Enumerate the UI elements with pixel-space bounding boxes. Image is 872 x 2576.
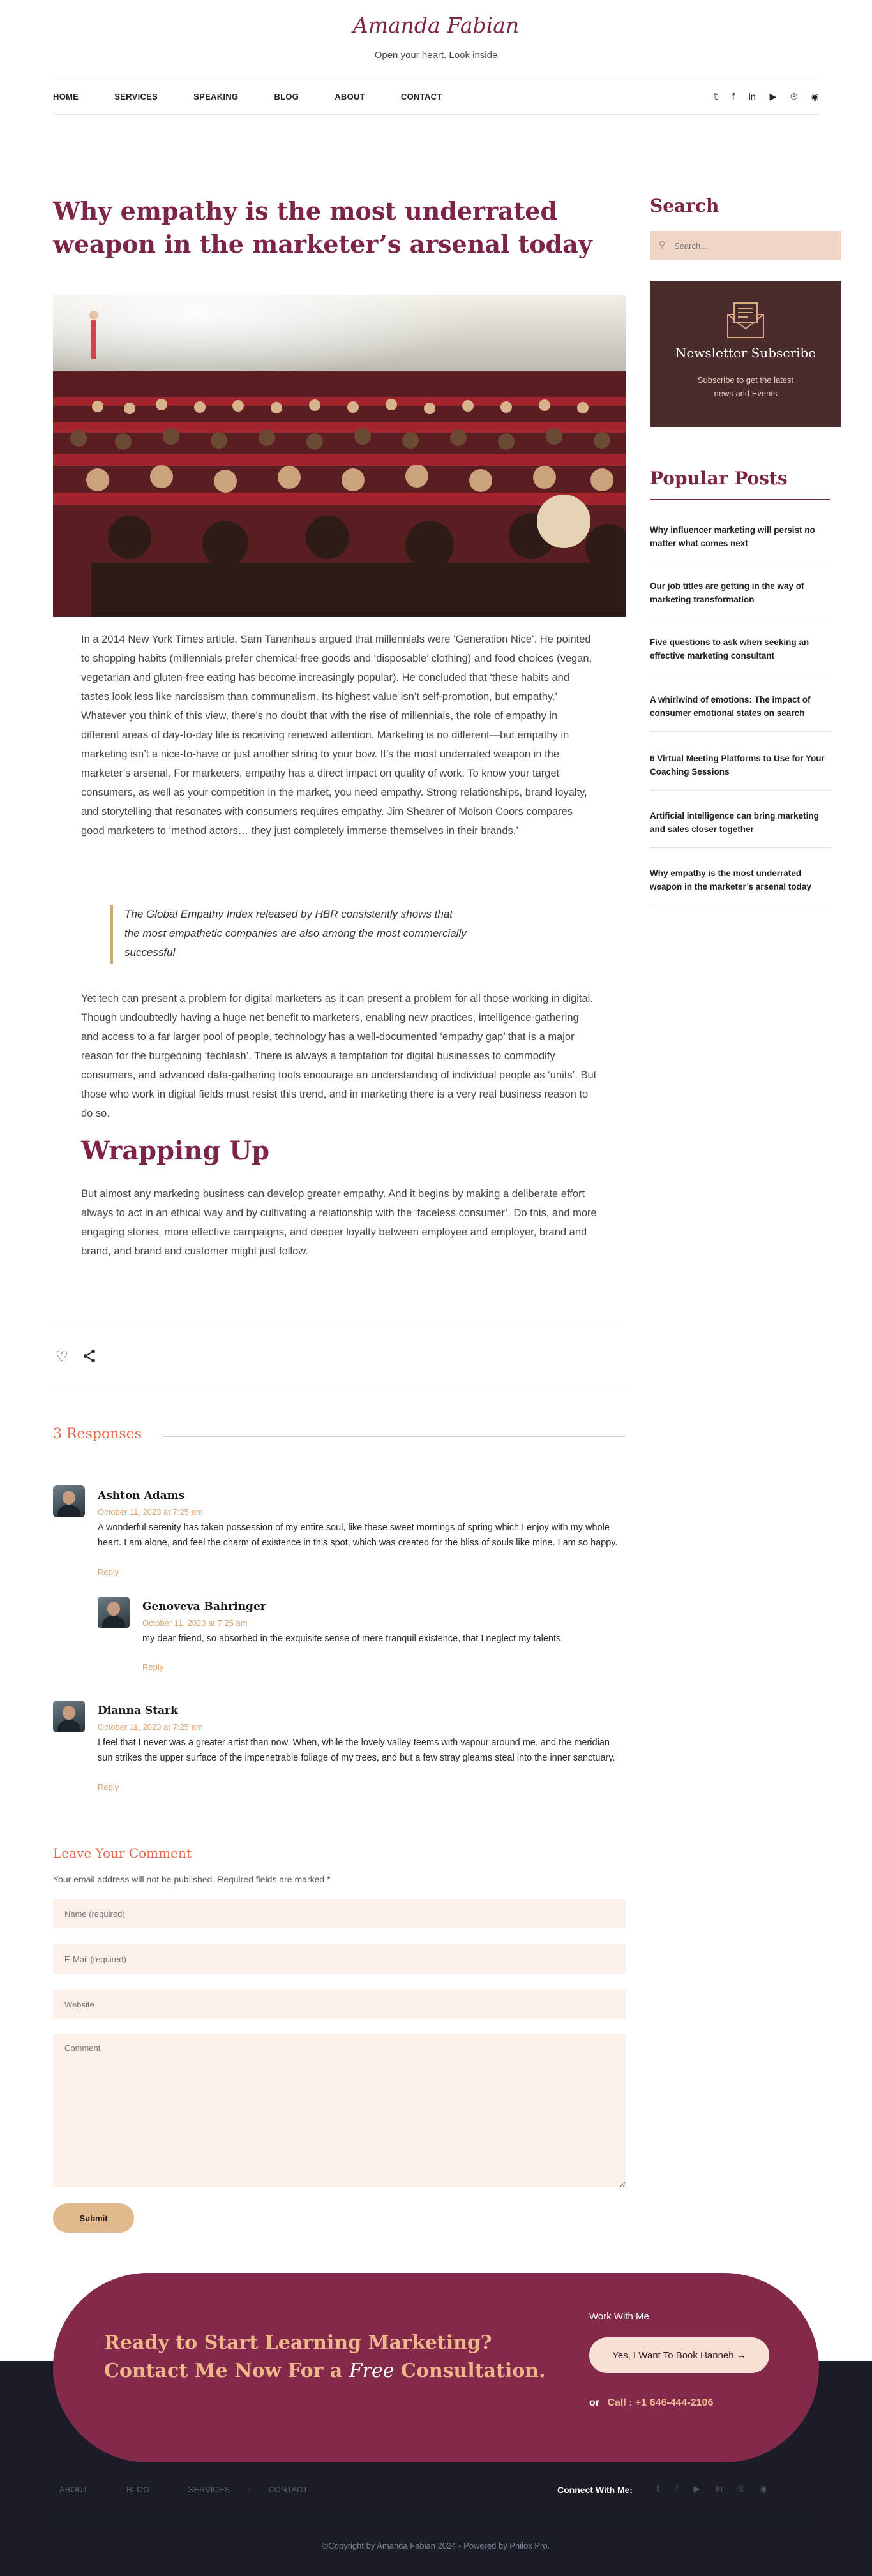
post-subheading: Wrapping Up	[81, 1136, 270, 1166]
cta-call	[589, 2397, 713, 2409]
nav-blog[interactable]: BLOG	[274, 91, 299, 101]
comment-item	[98, 1597, 626, 1679]
avatar	[98, 1597, 130, 1628]
sidebar-search-title: Search	[650, 195, 719, 216]
footer-menu	[59, 2485, 308, 2494]
reply-link[interactable]: Reply	[142, 1662, 164, 1672]
reply-link[interactable]: Reply	[98, 1782, 119, 1792]
book-button[interactable]: Yes, I Want To Book Hanneh →	[589, 2337, 769, 2373]
linkedin-icon[interactable]: in	[748, 91, 756, 101]
comment-date[interactable]: October 11, 2023 at 7:25 am	[98, 1507, 203, 1517]
footer-social	[656, 2483, 768, 2494]
post-title: Why empathy is the most underrated weapon in the marketer’s arsenal today	[53, 197, 592, 258]
newsletter-title: Newsletter Subscribe	[675, 345, 816, 361]
comment-field[interactable]	[53, 2034, 626, 2187]
facebook-icon[interactable]: f	[675, 2483, 679, 2494]
envelope-icon	[725, 301, 766, 340]
popular-post-link[interactable]: Five questions to ask when seeking an effective marketing consultant	[650, 636, 832, 674]
youtube-icon[interactable]: ▶	[693, 2483, 701, 2494]
name-field[interactable]	[53, 1899, 626, 1928]
popular-post-link[interactable]: Why influencer marketing will persist no matter what comes next	[650, 523, 832, 562]
comment-author: Genoveva Bahringer	[142, 1600, 266, 1613]
comment-form-title: Leave Your Comment	[53, 1845, 192, 1861]
comment-item	[53, 1485, 626, 1581]
cta-title	[104, 2329, 564, 2385]
twitter-icon[interactable]: 𝕥	[714, 91, 718, 101]
comment-author: Ashton Adams	[98, 1489, 185, 1502]
popular-post-link[interactable]: 6 Virtual Meeting Platforms to Use for Your Coaching Sessions	[650, 752, 832, 791]
popular-post-link[interactable]: Artificial intelligence can bring marketing and sales closer together	[650, 809, 832, 848]
post-paragraph-3: But almost any marketing business can develop greater empathy. And it begins by making a deliberate effort always to act in an ethical way and by cultivating a relationship with the ‘faceless consumer’. Do this, and more engaging stories, more effective campaigns, and deeper loyalty between employee and employer, brand and brand, and brand and customer might just follow.	[81, 1188, 597, 1257]
nav-about[interactable]: ABOUT	[335, 91, 365, 101]
comment-text: my dear friend, so absorbed in the exquisite sense of mere tranquil existence, that I neglect my talents.	[142, 1634, 564, 1644]
popular-post-link[interactable]: A whirlwind of emotions: The impact of consumer emotional states on search	[650, 693, 832, 732]
comment-text: A wonderful serenity has taken possession of my entire soul, like these sweet mornings of spring which I enjoy with my whole heart. I am alone, and feel the charm of existence in this spot, which was created for the bliss of souls like mine. I am so happy.	[98, 1523, 618, 1548]
post-hero-image	[53, 295, 626, 617]
popular-post-link[interactable]: Why empathy is the most underrated weapon in the marketer’s arsenal today	[650, 867, 832, 905]
avatar	[53, 1701, 85, 1732]
submit-button[interactable]: Submit	[53, 2203, 134, 2233]
footer-separator: ·	[248, 2485, 251, 2494]
footer-link-about[interactable]: ABOUT	[59, 2485, 88, 2494]
popular-posts-title: Popular Posts	[650, 468, 788, 489]
reply-link[interactable]: Reply	[98, 1567, 119, 1577]
cta-call-prefix: or	[589, 2397, 599, 2408]
site-title[interactable]: Amanda Fabian	[352, 13, 520, 38]
popular-post-link[interactable]: Our job titles are getting in the way of marketing transformation	[650, 579, 832, 618]
post-paragraph-1: In a 2014 New York Times article, Sam Tanenhaus argued that millennials were ‘Generation Nice’. He pointed to shopping habits (millennials prefer chemical-free goods and ‘disposable’ clothing) and food choices (vegan, vegetarian and gluten-free eating has become increasingly popular). He concluded that ‘these habits and tastes look less like narcissism than communalism. Its highest value isn’t self-promotion, but empathy.’ Whatever you think of this view, there’s no doubt that with the rise of millennials, the role of empathy in different areas of day-to-day life is receiving renewed attention. Marketing is no different—but empathy in marketing isn’t a nice-to-have or just another string to your bow. It’s the most underrated weapon in the marketer’s arsenal. For marketers, empathy has a direct impact on quality of work. To know your target consumers, as well as your competition in the market, you need empathy. Strong relationships, brand loyalty, and storytelling that resonates with consumers requires empathy. Jim Shearer of Molson Coors compares good marketers to ‘method actors… they just completely immerse themselves in their brands.’	[81, 634, 592, 837]
post-actions	[53, 1327, 626, 1385]
post-paragraph-2: Yet tech can present a problem for digital marketers as it can present a problem for all those working in digital. Though undoubtedly having a huge net benefit to marketers, enabling new practices, intelligence-gathering and access to a far larger pool of people, technology has a well-documented ‘empathy gap’ that is a major reason for the burgeoning ‘techlash’. There is always a temptation for digital businesses to commodify consumers, and advanced data-gathering tools encourage an understanding of individual people as ‘units’. But those who work in digital fields must resist this trend, and in marketing there is a very real business reason to do so.	[81, 993, 597, 1119]
nav-speaking[interactable]: SPEAKING	[193, 91, 239, 101]
comment-form-note: Your email address will not be published. Required fields are marked *	[53, 1874, 331, 1884]
newsletter-text: Subscribe to get the latest news and Events	[697, 375, 794, 398]
site-header	[0, 0, 872, 108]
phone-link[interactable]: Call : +1 646-444-2106	[607, 2397, 714, 2408]
facebook-icon[interactable]: f	[732, 91, 735, 101]
nav-contact[interactable]: CONTACT	[400, 91, 442, 101]
header-social	[714, 77, 819, 115]
nav-services[interactable]: SERVICES	[114, 91, 158, 101]
cta-title-end: Consultation.	[400, 2360, 546, 2382]
footer-link-contact[interactable]: CONTACT	[268, 2485, 308, 2494]
pinterest-icon[interactable]: ℗	[790, 91, 797, 101]
heart-icon[interactable]: ♡	[56, 1348, 68, 1364]
site-tagline: Open your heart. Look inside	[374, 50, 498, 61]
footer-link-services[interactable]: SERVICES	[188, 2485, 230, 2494]
share-icon[interactable]	[82, 1348, 97, 1367]
pinterest-icon[interactable]: ℗	[738, 2483, 745, 2494]
cta-work-label: Work With Me	[589, 2311, 649, 2322]
footer-separator: ·	[167, 2485, 170, 2494]
rss-icon[interactable]: ◉	[811, 91, 819, 101]
search-input[interactable]	[674, 231, 834, 260]
sidebar-search	[650, 231, 841, 260]
responses-title: 3 Responses	[53, 1426, 142, 1442]
linkedin-icon[interactable]: in	[716, 2483, 723, 2494]
email-field[interactable]	[53, 1944, 626, 1974]
main-nav	[53, 77, 819, 115]
twitter-icon[interactable]: 𝕥	[656, 2483, 661, 2494]
responses-divider	[163, 1436, 626, 1437]
footer-link-blog[interactable]: BLOG	[126, 2485, 150, 2494]
youtube-icon[interactable]: ▶	[769, 91, 777, 101]
copyright-text: ©Copyright by Amanda Fabian 2024 - Powered by Philox Pro.	[322, 2541, 550, 2550]
cta-title-free: Free	[349, 2360, 395, 2382]
avatar	[53, 1485, 85, 1517]
newsletter-widget	[650, 281, 841, 427]
cta-banner	[53, 2273, 819, 2462]
search-icon[interactable]: ⚲	[659, 239, 666, 249]
nav-home[interactable]: HOME	[53, 91, 79, 101]
connect-label: Connect With Me:	[557, 2485, 633, 2495]
website-field[interactable]	[53, 1990, 626, 2019]
footer-separator: ·	[105, 2485, 109, 2494]
popular-posts-underline	[650, 499, 830, 500]
comment-text: I feel that I never was a greater artist than now. When, while the lovely valley teems with vapour around me, and the meridian sun strikes the upper surface of the impenetrable foliage of my trees, and but a few stray gleams steal into the inner sanctuary.	[98, 1738, 615, 1763]
comment-date[interactable]: October 11, 2023 at 7:25 am	[142, 1618, 248, 1628]
post-quote: The Global Empathy Index released by HBR consistently shows that the most empathetic companies are also among the most commercially successful	[110, 905, 468, 964]
comment-date[interactable]: October 11, 2023 at 7:25 am	[98, 1722, 203, 1732]
comment-item	[53, 1701, 626, 1803]
rss-icon[interactable]: ◉	[760, 2483, 768, 2494]
nav-menu	[53, 77, 478, 115]
cta-title-text: Ready to Start Learning Marketing? Contact Me Now For a	[104, 2332, 492, 2382]
comment-author: Dianna Stark	[98, 1704, 178, 1717]
